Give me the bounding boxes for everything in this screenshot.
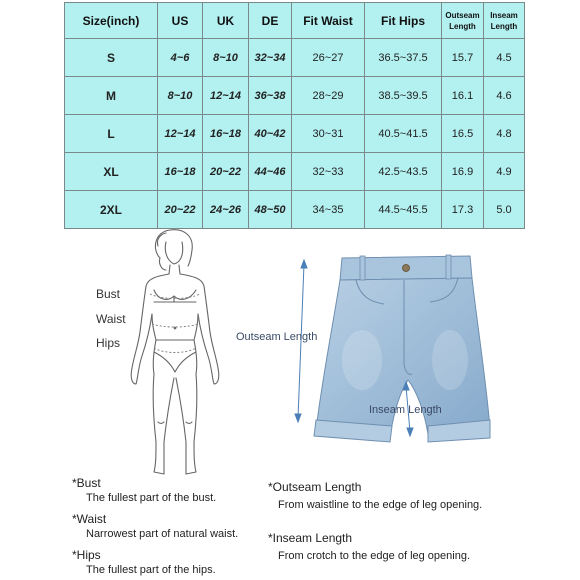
header-inseam: Inseam Length xyxy=(484,3,525,39)
table-row xyxy=(65,115,525,153)
outseam-label: Outseam Length xyxy=(236,331,318,343)
cell-size: XL xyxy=(65,153,158,191)
cell-fit-waist: 32~33 xyxy=(292,153,365,191)
denim-shorts-illustration xyxy=(300,250,490,450)
header-de: DE xyxy=(249,3,292,39)
cell-fit-hips: 36.5~37.5 xyxy=(365,39,442,77)
cell-size: S xyxy=(65,39,158,77)
outseam-definition-title: *Outseam Length xyxy=(268,480,362,494)
cell-de: 44~46 xyxy=(249,153,292,191)
size-chart-table xyxy=(64,2,525,229)
cell-uk: 8~10 xyxy=(203,39,249,77)
cell-us: 4~6 xyxy=(158,39,203,77)
waist-definition-title: *Waist xyxy=(72,512,107,526)
cell-fit-waist: 30~31 xyxy=(292,115,365,153)
cell-de: 48~50 xyxy=(249,191,292,229)
cell-fit-waist: 26~27 xyxy=(292,39,365,77)
table-row xyxy=(65,153,525,191)
cell-inseam: 4.8 xyxy=(484,115,525,153)
cell-size: 2XL xyxy=(65,191,158,229)
cell-outseam: 15.7 xyxy=(442,39,484,77)
cell-uk: 16~18 xyxy=(203,115,249,153)
body-figure-illustration xyxy=(118,228,238,478)
waist-label: Waist xyxy=(96,312,126,326)
table-row xyxy=(65,39,525,77)
header-fit-waist: Fit Waist xyxy=(292,3,365,39)
bust-label: Bust xyxy=(96,287,121,301)
cell-fit-hips: 40.5~41.5 xyxy=(365,115,442,153)
cell-us: 16~18 xyxy=(158,153,203,191)
inseam-label: Inseam Length xyxy=(369,404,442,416)
cell-outseam: 16.5 xyxy=(442,115,484,153)
header-uk: UK xyxy=(203,3,249,39)
cell-fit-hips: 38.5~39.5 xyxy=(365,77,442,115)
cell-de: 32~34 xyxy=(249,39,292,77)
table-row xyxy=(65,191,525,229)
cell-us: 8~10 xyxy=(158,77,203,115)
cell-de: 40~42 xyxy=(249,115,292,153)
table-row xyxy=(65,77,525,115)
cell-fit-waist: 34~35 xyxy=(292,191,365,229)
cell-us: 12~14 xyxy=(158,115,203,153)
cell-inseam: 5.0 xyxy=(484,191,525,229)
cell-inseam: 4.6 xyxy=(484,77,525,115)
waist-definition-text: Narrowest part of natural waist. xyxy=(86,528,239,540)
hips-label: Hips xyxy=(96,336,121,350)
cell-outseam: 17.3 xyxy=(442,191,484,229)
header-outseam: Outseam Length xyxy=(442,3,484,39)
hips-definition-title: *Hips xyxy=(72,548,101,562)
cell-de: 36~38 xyxy=(249,77,292,115)
cell-uk: 20~22 xyxy=(203,153,249,191)
cell-outseam: 16.9 xyxy=(442,153,484,191)
header-us: US xyxy=(158,3,203,39)
bust-definition-text: The fullest part of the bust. xyxy=(86,492,217,504)
header-size: Size(inch) xyxy=(65,3,158,39)
table-header-row xyxy=(65,3,525,39)
cell-fit-hips: 42.5~43.5 xyxy=(365,153,442,191)
bust-definition-title: *Bust xyxy=(72,476,101,490)
inseam-definition-title: *Inseam Length xyxy=(268,531,353,545)
cell-us: 20~22 xyxy=(158,191,203,229)
cell-uk: 24~26 xyxy=(203,191,249,229)
cell-fit-hips: 44.5~45.5 xyxy=(365,191,442,229)
cell-uk: 12~14 xyxy=(203,77,249,115)
inseam-definition-text: From crotch to the edge of leg opening. xyxy=(278,550,471,562)
cell-inseam: 4.9 xyxy=(484,153,525,191)
header-fit-hips: Fit Hips xyxy=(365,3,442,39)
outseam-arrow xyxy=(290,258,320,428)
cell-outseam: 16.1 xyxy=(442,77,484,115)
cell-fit-waist: 28~29 xyxy=(292,77,365,115)
hips-definition-text: The fullest part of the hips. xyxy=(86,564,216,576)
cell-size: M xyxy=(65,77,158,115)
cell-size: L xyxy=(65,115,158,153)
cell-inseam: 4.5 xyxy=(484,39,525,77)
outseam-definition-text: From waistline to the edge of leg opening. xyxy=(278,499,483,511)
